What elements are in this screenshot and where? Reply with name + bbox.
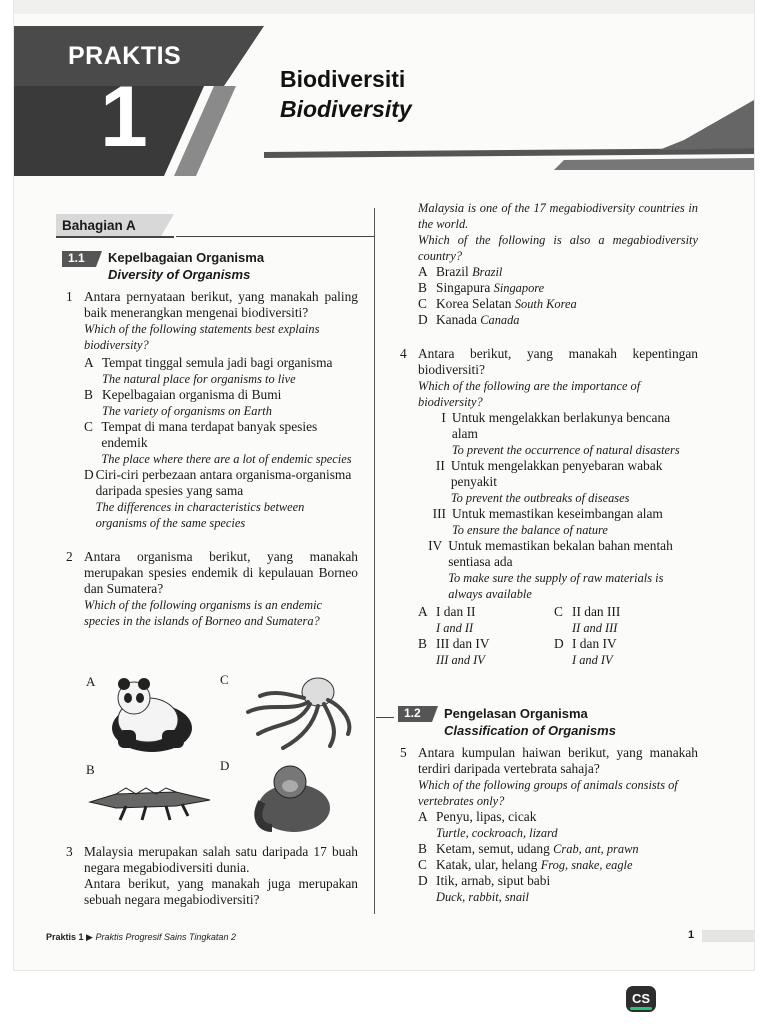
question-text-ms: Antara kumpulan haiwan berikut, yang manakah terdiri daripada vertebrata sahaja?: [418, 745, 698, 776]
topic-1-2-title-en: Classification of Organisms: [444, 723, 616, 738]
q2-label-b[interactable]: B: [86, 762, 95, 777]
octopus-image: [238, 672, 358, 752]
panda-image: [100, 676, 202, 754]
q5-option-d[interactable]: D Itik, arnab, siput babi Duck, rabbit, snail: [418, 873, 551, 904]
question-number: 3: [66, 844, 73, 859]
topic-1-2-num: 1.2: [404, 706, 421, 720]
q4-option-c[interactable]: C II dan III II and III: [554, 604, 621, 635]
question-text-ms: Antara organisma berikut, yang manakah merupakan spesies endemik di kepulauan Borneo dan Sumatera?: [84, 549, 358, 596]
orangutan-image: [250, 762, 336, 832]
q4-option-d[interactable]: D I dan IV I and IV: [554, 636, 617, 667]
statement-iii: III Untuk memastikan keseimbangan alam To ensure the balance of nature: [432, 506, 663, 537]
column-divider: [374, 208, 375, 914]
left-column: [66, 289, 358, 629]
question-3: [66, 844, 358, 908]
question-number: 1: [66, 289, 73, 304]
q2-label-d[interactable]: D: [220, 758, 230, 773]
question-5: [400, 745, 698, 905]
option-a[interactable]: A Tempat tinggal semula jadi bagi organisma The natural place for organisms to live: [84, 355, 333, 386]
q3-option-b[interactable]: B Singapura Singapore: [418, 280, 545, 295]
option-c[interactable]: C Tempat di mana terdapat banyak spesies endemik The place where there are a lot of endemic species: [84, 419, 352, 466]
chapter-title-ms: Biodiversiti: [280, 66, 406, 92]
q3-option-a[interactable]: A Brazil Brazil: [418, 264, 503, 279]
top-band: [14, 0, 754, 14]
q3-text-en-2: Which of the following is also a megabiodiversity country?: [418, 233, 698, 263]
page-number: 1: [688, 929, 695, 941]
q5-option-a[interactable]: A Penyu, lipas, cicak Turtle, cockroach, lizard: [418, 809, 558, 840]
statement-i: I Untuk mengelakkan berlakunya bencana alam To prevent the occurrence of natural disasters: [441, 410, 680, 457]
praktis-label: PRAKTIS: [68, 42, 182, 70]
section-rule: [176, 236, 374, 237]
crocodile-image: [86, 776, 214, 824]
topic-1-2-rule: [376, 717, 394, 718]
praktis-number: 1: [100, 69, 148, 165]
footer-book-title: Praktis 1 ▶ Praktis Progresif Sains Tingkatan 2: [46, 932, 236, 942]
question-4: [400, 346, 698, 668]
q3-option-c[interactable]: C Korea Selatan South Korea: [418, 296, 577, 311]
right-column: [400, 200, 698, 668]
question-text-ms-2: Antara berikut, yang manakah juga merupakan sebuah negara megabiodiversiti?: [84, 876, 358, 907]
question-text-en: Which of the following are the importance of biodiversity?: [418, 379, 641, 409]
question-text-ms: Antara berikut, yang manakah kepentingan biodiversiti?: [418, 346, 698, 377]
q4-option-b[interactable]: B III dan IV III and IV: [418, 636, 490, 667]
question-number: 4: [400, 346, 407, 361]
statement-ii: II Untuk mengelakkan penyebaran wabak penyakit To prevent the outbreaks of diseases: [435, 458, 663, 505]
option-d[interactable]: D Ciri-ciri perbezaan antara organisma-organisma daripada spesies yang sama The differences in characteristics between organisms of the same species: [84, 467, 352, 530]
statement-iv: IV Untuk memastikan bekalan bahan mentah sentiasa ada To make sure the supply of raw materials is always available: [428, 538, 673, 601]
camscanner-logo: CS: [626, 986, 656, 1012]
q2-label-a[interactable]: A: [86, 674, 96, 689]
question-1: [66, 289, 358, 531]
q2-label-c[interactable]: C: [220, 672, 229, 687]
topic-1-1-title-ms: Kepelbagaian Organisma: [108, 250, 265, 265]
q4-option-a[interactable]: A I dan II I and II: [418, 604, 476, 635]
topic-1-2-title-ms: Pengelasan Organisma: [444, 706, 588, 721]
question-2: [66, 549, 358, 629]
topic-1-1-title-en: Diversity of Organisms: [108, 267, 251, 282]
q5-option-b[interactable]: B Ketam, semut, udang Crab, ant, prawn: [418, 841, 639, 856]
q5-option-c[interactable]: C Katak, ular, helang Frog, snake, eagle: [418, 857, 633, 872]
section-a-label: Bahagian A: [62, 218, 136, 233]
question-text-ms: Antara pernyataan berikut, yang manakah paling baik menerangkan mengenai biodiversiti?: [84, 289, 358, 320]
option-b[interactable]: B Kepelbagaian organisma di Bumi The variety of organisms on Earth: [84, 387, 282, 418]
footer-tab: [702, 930, 754, 942]
question-text-en: Which of the following organisms is an endemic species in the islands of Borneo and Sumatera?: [84, 598, 323, 628]
q3-option-d[interactable]: D Kanada Canada: [418, 312, 520, 327]
topic-1-1-num: 1.1: [68, 251, 85, 265]
question-number: 2: [66, 549, 73, 564]
question-text-ms-1: Malaysia merupakan salah satu daripada 17 buah negara megabiodiversiti dunia.: [84, 844, 358, 875]
question-text-en: Which of the following statements best explains biodiversity?: [84, 322, 320, 352]
question-number: 5: [400, 745, 407, 760]
q3-text-en-1: Malaysia is one of the 17 megabiodiversity countries in the world.: [418, 201, 698, 231]
question-text-en: Which of the following groups of animals consists of vertebrates only?: [418, 778, 678, 808]
chapter-title-en: Biodiversity: [280, 96, 412, 122]
